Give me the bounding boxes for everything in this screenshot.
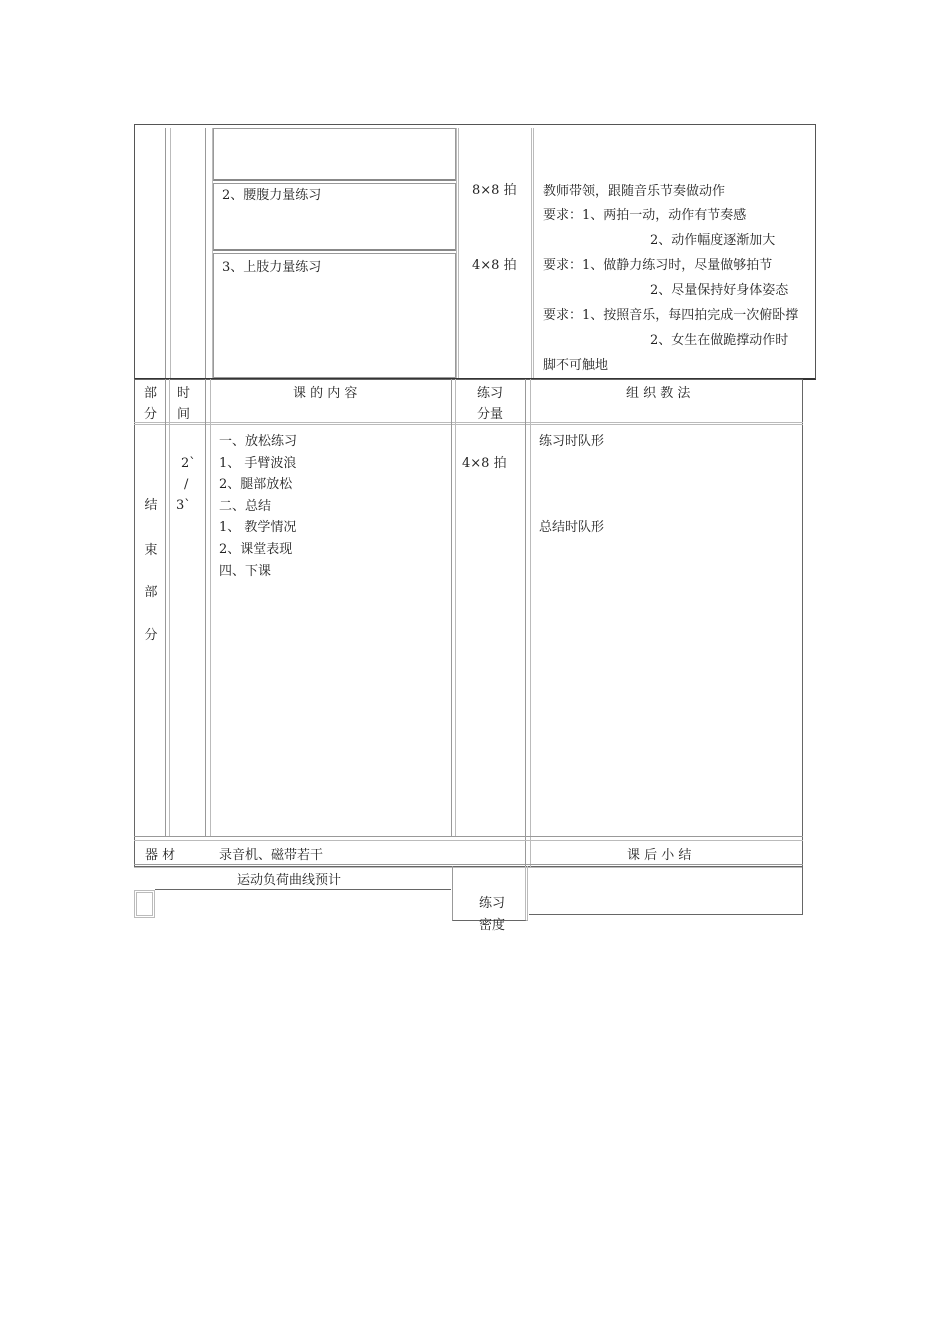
summary-cell <box>529 866 803 915</box>
ending-time-2: / <box>184 477 189 492</box>
header-time-1: 时 <box>177 386 191 401</box>
curve-box <box>134 890 155 918</box>
ending-part-char: 束 <box>144 543 158 558</box>
ending-content-line: 2、腿部放松 <box>219 477 293 492</box>
upper-item-1-dose: 8×8 拍 <box>472 183 517 198</box>
method-line: 2、动作幅度逐渐加大 <box>650 233 776 248</box>
ending-time-3: 3` <box>176 498 191 513</box>
ending-method-2: 总结时队形 <box>539 520 605 535</box>
col-sep-dose-left <box>451 379 456 837</box>
ending-part-char: 部 <box>144 585 158 600</box>
equipment-value: 录音机、磁带若干 <box>219 848 324 863</box>
ending-content-line: 一、放松练习 <box>219 434 298 449</box>
ending-part-char: 分 <box>144 628 158 643</box>
ending-content-line: 四、下课 <box>219 564 272 579</box>
upper-col-part <box>165 128 171 378</box>
method-line: 要求：1、两拍一动，动作有节奏感 <box>543 208 747 223</box>
upper-item-1-label: 2、腰腹力量练习 <box>222 188 322 203</box>
ending-part-char: 结 <box>144 498 158 513</box>
ending-body-bottom <box>134 836 803 841</box>
method-line: 2、女生在做跪撑动作时 <box>650 333 789 348</box>
summary-label: 课 后 小 结 <box>627 848 692 863</box>
lower-table <box>134 379 803 867</box>
header-method: 组 织 教 法 <box>626 386 691 401</box>
header-row <box>134 379 803 425</box>
curve-underline <box>155 889 451 890</box>
curve-label: 运动负荷曲线预计 <box>237 873 342 888</box>
ending-dose: 4×8 拍 <box>462 456 507 471</box>
upper-col-time <box>205 128 213 378</box>
upper-item-2-label: 3、上肢力量练习 <box>222 260 322 275</box>
ending-content-line: 2、课堂表现 <box>219 542 293 557</box>
upper-item-2-dose: 4×8 拍 <box>472 258 517 273</box>
header-part-2: 分 <box>144 407 158 422</box>
density-cell <box>452 866 528 921</box>
method-line: 脚不可触地 <box>543 358 609 373</box>
ending-time-1: 2` <box>181 456 196 471</box>
ending-content-line: 1、 教学情况 <box>219 520 297 535</box>
equipment-label: 器 材 <box>145 848 176 863</box>
header-content: 课 的 内 容 <box>293 386 358 401</box>
header-dose-2: 分量 <box>477 407 504 422</box>
header-dose-1: 练习 <box>477 386 504 401</box>
method-line: 要求：1、按照音乐，每四拍完成一次俯卧撑 <box>543 308 799 323</box>
method-line: 2、尽量保持好身体姿态 <box>650 283 789 298</box>
ending-content-line: 二、总结 <box>219 499 272 514</box>
col-sep-dose-right <box>525 379 531 867</box>
upper-col-dose <box>456 128 534 378</box>
density-2: 密度 <box>479 918 506 933</box>
header-part-1: 部 <box>144 386 158 401</box>
density-1: 练习 <box>479 896 506 911</box>
col-sep-part <box>165 379 170 837</box>
col-sep-time <box>205 379 211 837</box>
header-time-2: 间 <box>177 407 191 422</box>
method-line: 要求：1、做静力练习时，尽量做够拍节 <box>543 258 773 273</box>
ending-method-1: 练习时队形 <box>539 434 605 449</box>
ending-content-line: 1、 手臂波浪 <box>219 456 297 471</box>
upper-cell-content-empty <box>213 128 456 181</box>
method-line: 教师带领，跟随音乐节奏做动作 <box>543 184 726 199</box>
